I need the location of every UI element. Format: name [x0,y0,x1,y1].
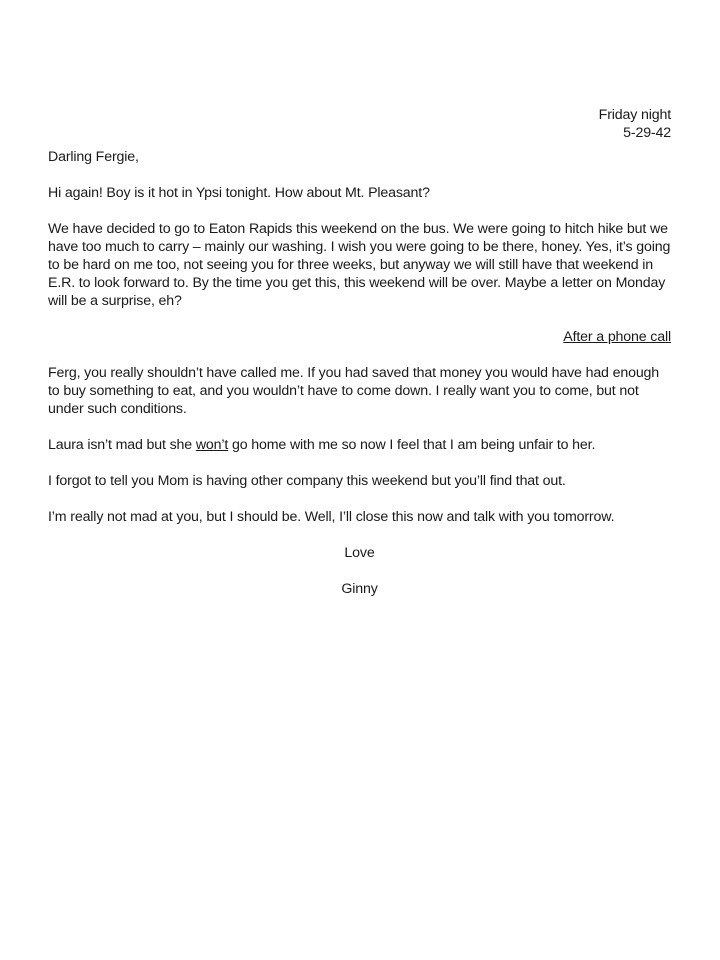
date-day: Friday night [598,107,671,123]
salutation: Darling Fergie, [48,149,139,165]
letter-body [48,106,671,598]
paragraph-closing-remarks: I’m really not mad at you, but I should be. Well, I’ll close this now and talk with you tomorrow. [48,509,615,525]
underlined-word: won’t [195,437,229,453]
paragraph-laura-start: Laura isn’t mad but she [48,437,196,453]
section-heading [48,328,671,346]
date-numeric: 5-29-42 [623,125,671,141]
section-heading-text: After a phone call [563,329,671,345]
paragraph-greeting: Hi again! Boy is it hot in Ypsi tonight. How about Mt. Pleasant? [48,185,430,201]
paragraph-laura [48,436,671,454]
paragraph-mom-company: I forgot to tell you Mom is having other company this weekend but you’ll find that out. [48,473,566,489]
paragraph-weekend-plans: We have decided to go to Eaton Rapids this weekend on the bus. We were going to hitch hike but we have too much to carry – mainly our washing. I wish you were going to be there, honey. Yes, it’s going to be hard on me too, not seeing you for three weeks, but anyway we will still have that weekend in E.R. to look forward to. By the time you get this, this weekend will be over. Maybe a letter on Monday will be a surprise, eh? [48,221,671,309]
date-block [48,106,671,142]
closing: Love [344,545,375,561]
paragraph-laura-end: go home with me so now I feel that I am being unfair to her. [228,437,596,453]
paragraph-phone-call: Ferg, you really shouldn’t have called me. If you had saved that money you would have had enough to buy something to eat, and you wouldn’t have to come down. I really want you to come, but not under such conditions. [48,365,660,417]
signature: Ginny [341,581,378,597]
